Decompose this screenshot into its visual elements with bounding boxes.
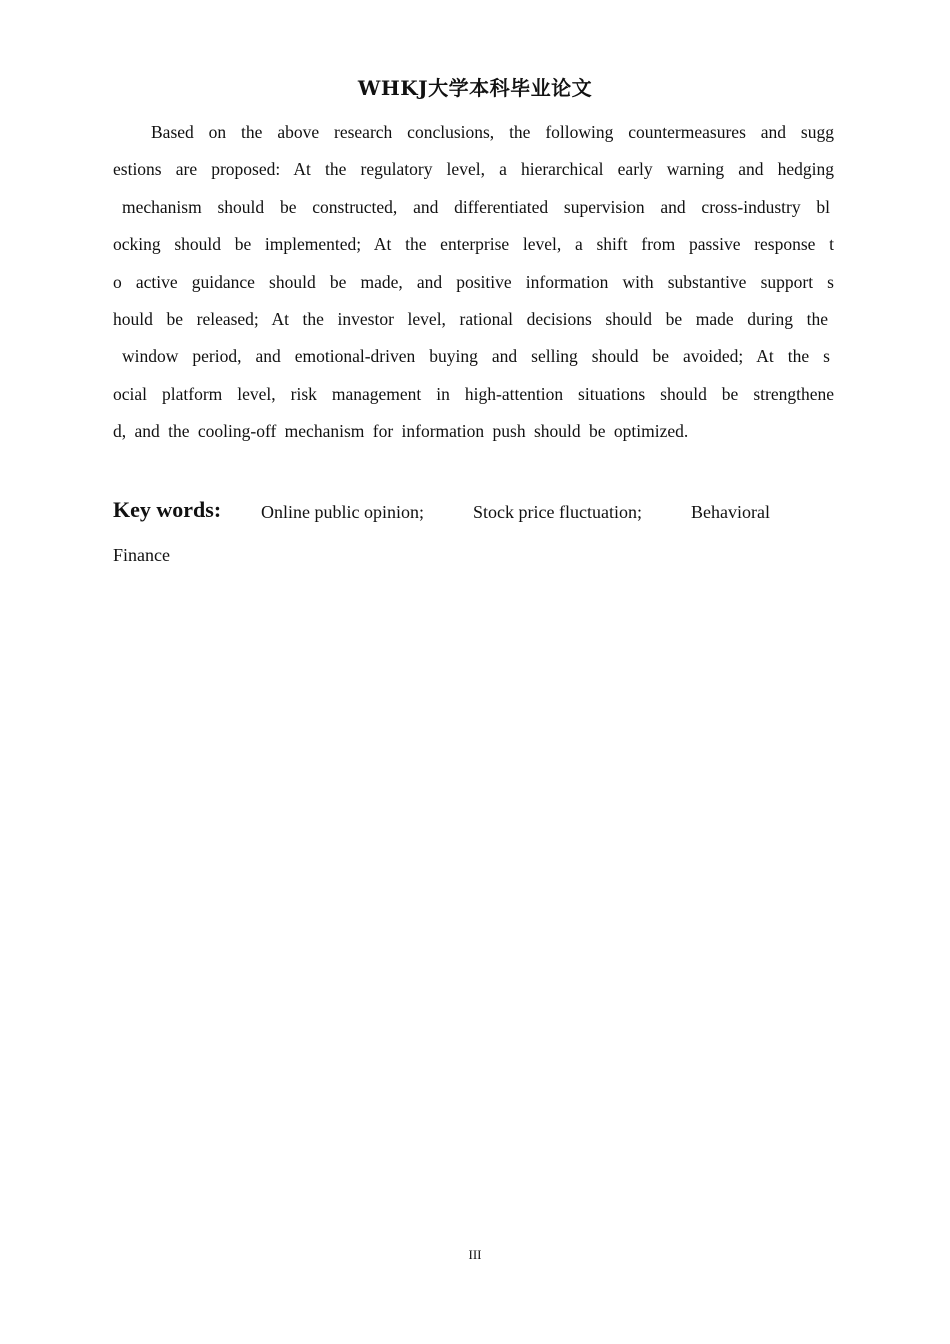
abstract-line: mechanism should be constructed, and differentiated supervision and cross-industry bl [122,196,830,217]
abstract-line: d, and the cooling-off mechanism for information push should be optimized. [113,421,689,442]
abstract-paragraph [113,114,834,451]
abstract-line: Based on the above research conclusions, the following countermeasures and sugg [151,122,834,142]
page-header-title: WHKJ大学本科毕业论文 [357,76,593,100]
abstract-line: ocial platform level, risk management in high-attention situations should be strengthene [113,383,834,404]
page-number: III [468,1247,482,1262]
abstract-line: window period, and emotional-driven buying and selling should be avoided; At the s [122,346,830,367]
abstract-line: o active guidance should be made, and positive information with substantive support s [113,271,834,292]
abstract-line: estions are proposed: At the regulatory level, a hierarchical early warning and hedging [113,159,834,180]
abstract-line: ocking should be implemented; At the enterprise level, a shift from passive response t [113,234,834,255]
keywords-label: Key words: [113,497,222,522]
keyword-item-continuation: Finance [113,545,170,565]
keyword-item: Behavioral [691,502,770,522]
keyword-item: Online public opinion; [261,502,424,522]
abstract-line: hould be released; At the investor level, rational decisions should be made during the [113,308,828,329]
keyword-item: Stock price fluctuation; [473,502,642,522]
